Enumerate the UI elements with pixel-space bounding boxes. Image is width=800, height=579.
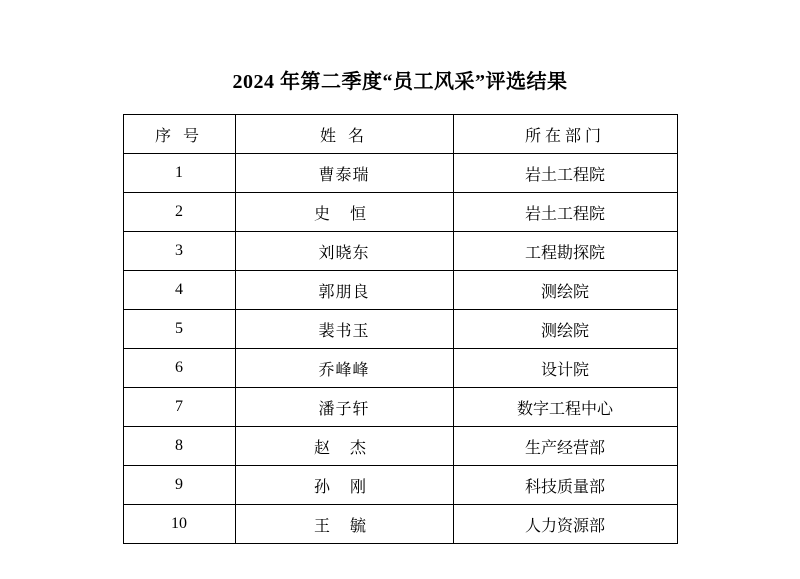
cell-department: 岩土工程院 — [453, 154, 677, 193]
column-header-name: 姓 名 — [235, 115, 453, 154]
table-row — [123, 427, 677, 466]
table-row — [123, 310, 677, 349]
cell-index: 2 — [123, 193, 235, 232]
cell-name: 刘晓东 — [235, 232, 453, 271]
cell-department: 人力资源部 — [453, 505, 677, 544]
cell-department: 科技质量部 — [453, 466, 677, 505]
table-header — [123, 115, 677, 154]
cell-department: 测绘院 — [453, 271, 677, 310]
cell-name: 史 恒 — [235, 193, 453, 232]
table-row — [123, 388, 677, 427]
cell-name: 潘子轩 — [235, 388, 453, 427]
page-title: 2024 年第二季度“员工风采”评选结果 — [232, 71, 568, 93]
table-row — [123, 193, 677, 232]
cell-index: 6 — [123, 349, 235, 388]
cell-index: 9 — [123, 466, 235, 505]
table-row — [123, 271, 677, 310]
table-container — [0, 114, 800, 544]
cell-name: 郭朋良 — [235, 271, 453, 310]
cell-department: 岩土工程院 — [453, 193, 677, 232]
table-row — [123, 505, 677, 544]
cell-index: 7 — [123, 388, 235, 427]
cell-department: 测绘院 — [453, 310, 677, 349]
results-table — [123, 114, 678, 544]
table-body — [123, 154, 677, 544]
cell-index: 8 — [123, 427, 235, 466]
table-header-row — [123, 115, 677, 154]
table-row — [123, 154, 677, 193]
cell-name: 裴书玉 — [235, 310, 453, 349]
cell-name: 曹泰瑞 — [235, 154, 453, 193]
cell-department: 生产经营部 — [453, 427, 677, 466]
cell-department: 工程勘探院 — [453, 232, 677, 271]
cell-index: 1 — [123, 154, 235, 193]
cell-index: 5 — [123, 310, 235, 349]
cell-name: 孙 刚 — [235, 466, 453, 505]
table-row — [123, 466, 677, 505]
cell-name: 赵 杰 — [235, 427, 453, 466]
column-header-index: 序 号 — [123, 115, 235, 154]
cell-index: 3 — [123, 232, 235, 271]
column-header-department: 所在部门 — [453, 115, 677, 154]
cell-department: 数字工程中心 — [453, 388, 677, 427]
cell-name: 乔峰峰 — [235, 349, 453, 388]
cell-department: 设计院 — [453, 349, 677, 388]
table-row — [123, 232, 677, 271]
cell-index: 4 — [123, 271, 235, 310]
cell-index: 10 — [123, 505, 235, 544]
cell-name: 王 毓 — [235, 505, 453, 544]
table-row — [123, 349, 677, 388]
